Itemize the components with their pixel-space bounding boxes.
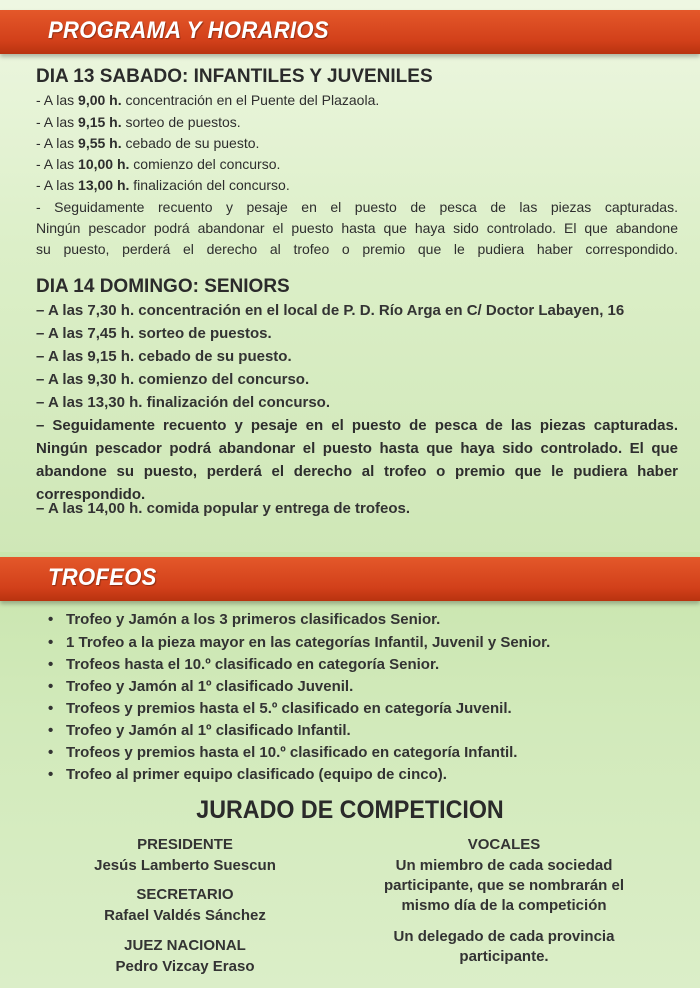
day13-line: - A las 9,55 h. cebado de su puesto. xyxy=(36,135,260,151)
day14-line: – A las 9,30 h. comienzo del concurso. xyxy=(36,371,310,388)
trofeo-item: • Trofeo y Jamón al 1º clasificado Juvenil. xyxy=(48,678,353,695)
day14-line: – A las 13,30 h. finalización del concurso. xyxy=(36,394,330,411)
secretario-label: SECRETARIO xyxy=(136,886,234,903)
programa-header: PROGRAMA Y HORARIOS xyxy=(48,17,329,44)
day14-paragraph-line: – Seguidamente recuento y pesaje en el puesto de pesca de las piezas capturadas. xyxy=(36,417,678,434)
secretario-name: Rafael Valdés Sánchez xyxy=(104,907,266,924)
presidente-label: PRESIDENTE xyxy=(137,836,233,853)
day13-title: DIA 13 SABADO: INFANTILES Y JUVENILES xyxy=(36,66,433,87)
trofeo-item: • Trofeos y premios hasta el 10.º clasificado en categoría Infantil. xyxy=(48,744,517,761)
trofeo-item: • 1 Trofeo a la pieza mayor en las categorías Infantil, Juvenil y Senior. xyxy=(48,634,550,651)
day13-line: - A las 10,00 h. comienzo del concurso. xyxy=(36,156,281,172)
day14-paragraph-line: abandone su puesto, perderá el derecho al trofeo o premio que le pudiera haber xyxy=(36,463,678,480)
vocales-label: VOCALES xyxy=(467,836,541,853)
day14-title: DIA 14 DOMINGO: SENIORS xyxy=(36,276,290,297)
day14-line: – A las 7,30 h. concentración en el local de P. D. Río Arga en C/ Doctor Labayen, 16 xyxy=(36,302,625,319)
trofeo-item: • Trofeo y Jamón a los 3 primeros clasificados Senior. xyxy=(48,611,440,628)
day14-final-line: – A las 14,00 h. comida popular y entrega de trofeos. xyxy=(36,500,411,517)
trofeo-item: • Trofeos y premios hasta el 5.º clasificado en categoría Juvenil. xyxy=(48,700,512,717)
presidente-name: Jesús Lamberto Suescun xyxy=(94,857,276,874)
juez-label: JUEZ NACIONAL xyxy=(124,937,246,954)
programa-banner xyxy=(0,10,700,54)
trofeos-header: TROFEOS xyxy=(48,564,157,591)
day13-line: - A las 9,00 h. concentración en el Puente del Plazaola. xyxy=(36,92,380,108)
day14-line: – A las 9,15 h. cebado de su puesto. xyxy=(36,348,292,365)
vocales-line: mismo día de la competición xyxy=(401,897,607,914)
delegado-line: participante. xyxy=(459,948,549,965)
day13-paragraph-line: su puesto, perderá el derecho al trofeo o premio que le pudiera haber correspondido. xyxy=(36,241,678,257)
day13-line: - A las 9,15 h. sorteo de puestos. xyxy=(36,114,241,130)
jurado-title: JURADO DE COMPETICION xyxy=(196,796,504,824)
day14-paragraph-line: Ningún pescador podrá abandonar el puesto hasta que haya sido controlado. El que xyxy=(36,440,678,457)
vocales-line: participante, que se nombrarán el xyxy=(383,877,625,894)
day14-paragraph-line: correspondido. xyxy=(36,486,146,503)
delegado-line: Un delegado de cada provincia xyxy=(393,928,615,945)
juez-name: Pedro Vizcay Eraso xyxy=(115,958,255,975)
trofeo-item: • Trofeo al primer equipo clasificado (equipo de cinco). xyxy=(48,766,447,783)
day13-line: - A las 13,00 h. finalización del concurso. xyxy=(36,177,290,193)
trofeo-item: • Trofeo y Jamón al 1º clasificado Infantil. xyxy=(48,722,351,739)
day13-paragraph-line: - Seguidamente recuento y pesaje en el puesto de pesca de las piezas capturadas. xyxy=(36,199,678,215)
day13-paragraph-line: Ningún pescador podrá abandonar el puesto hasta que haya sido controlado. El que abandone xyxy=(36,220,678,236)
vocales-line: Un miembro de cada sociedad xyxy=(395,857,613,874)
trofeos-banner xyxy=(0,557,700,601)
trofeo-item: • Trofeos hasta el 10.º clasificado en categoría Senior. xyxy=(48,656,439,673)
day14-line: – A las 7,45 h. sorteo de puestos. xyxy=(36,325,272,342)
